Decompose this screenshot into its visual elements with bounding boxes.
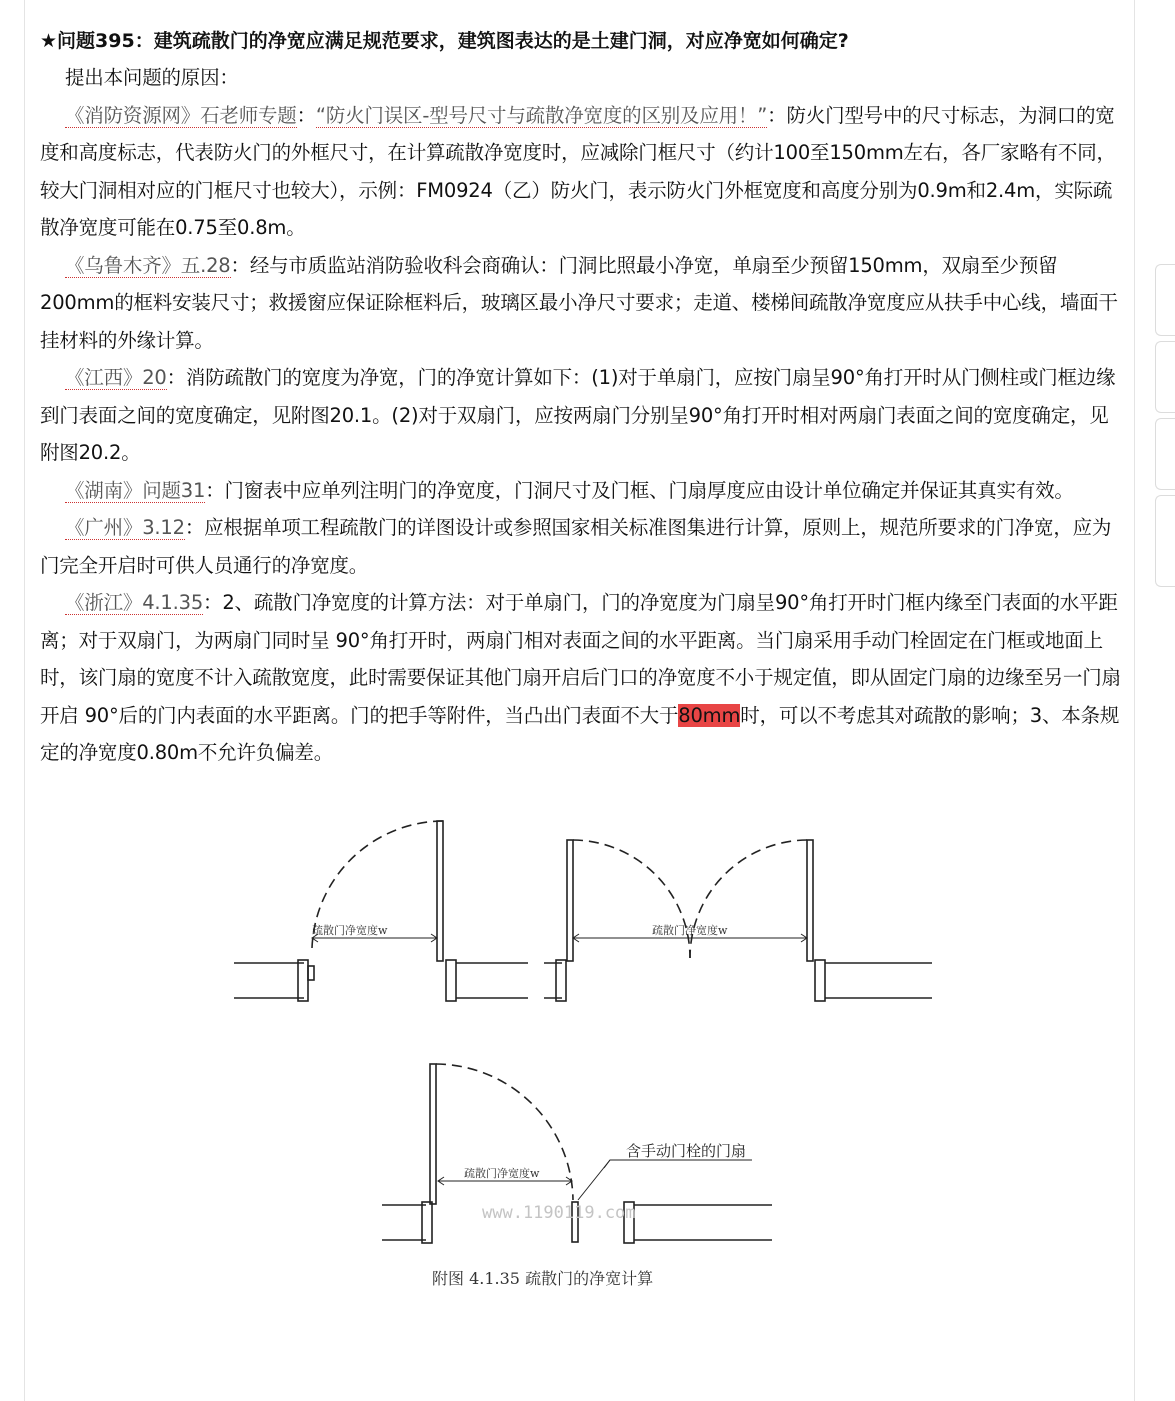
door-leaf (807, 840, 813, 961)
door-frame (815, 960, 825, 1001)
door-frame (446, 960, 456, 1001)
door-width-diagram-top (232, 818, 942, 1008)
paragraph-text: ：应根据单项工程疏散门的详图设计或参照国家相关标准图集进行计算，原则上，规范所要求的门净宽，应为门完全开启时可供人员通行的净宽度。 (40, 516, 1112, 577)
paragraph-text: ：2、疏散门净宽度的计算方法：对于单扇门，门的净宽度为门扇呈90°角打开时门框内缘至门表面的水平距离；对于双扇门，为两扇门同时呈 90°角打开时，两扇门相对表面之间的水平距离。当门扇采用手动门栓固定在门框或地面上时，该门扇的宽度不计入疏散宽度，此时需要保证其他门扇开启后门口的净宽度不小于规定值，即从固定门扇的边缘至另一门扇开启 90°后的门内表面的水平距离。门的把手等附件，当凸出门表面不大于 (40, 591, 1121, 727)
source-label-urumqi: 《乌鲁木齐》五.28 (65, 253, 231, 277)
paragraph-text: ：门窗表中应单列注明门的净宽度，门洞尺寸及门框、门扇厚度应由设计单位确定并保证其真实有效。 (205, 478, 1074, 502)
door-frame (422, 1202, 432, 1243)
dimension-label: 疏散门净宽度w (652, 924, 728, 937)
source-link-zhejiang[interactable]: 《浙江》4.1.35 (65, 591, 204, 614)
watermark: www.1190119.com (482, 1203, 636, 1223)
door-leaf (567, 840, 573, 961)
page-border-left (24, 0, 25, 1401)
source-link-hunan[interactable]: 《湖南》问题31 (65, 478, 206, 502)
side-tab[interactable] (1155, 264, 1175, 336)
topic-link[interactable]: “防火门误区-型号尺寸与疏散净宽度的区别及应用！” (315, 103, 768, 127)
door-swing-arc (573, 840, 690, 958)
paragraph-text: 时，可以不考虑其对疏散的影响；3、本条规定的净宽度0.80m不允许负偏差。 (40, 703, 1120, 764)
door-leaf (437, 821, 443, 961)
source-link-xfzyw[interactable]: 《消防资源网》石老师专题 (65, 103, 297, 127)
latch-leaf-label: 含手动门栓的门扇 (626, 1142, 747, 1160)
door-frame (298, 960, 308, 1001)
paragraph-guangzhou (40, 509, 1122, 584)
paragraph-text: ：防火门型号中的尺寸标志，为洞口的宽度和高度标志，代表防火门的外框尺寸，在计算疏散净宽度时，应减除门框尺寸（约计100至150mm左右，各厂家略有不同，较大门洞相对应的门框尺寸也较大），示例：FM0924（乙）防火门，表示防火门外框宽度和高度分别为0.9m和2.4m，实际疏散净宽度可能在0.75至0.8m。 (40, 103, 1116, 239)
article-body (40, 24, 1122, 772)
door-swing-arc (690, 840, 807, 958)
door-leaf (430, 1064, 436, 1204)
question-title: ★问题395：建筑疏散门的净宽应满足规范要求，建筑图表达的是土建门洞，对应净宽如何确定? (40, 30, 849, 52)
door-stop (308, 966, 314, 980)
highlighted-value: 80mm (678, 703, 741, 727)
paragraph-text: ：消防疏散门的宽度为净宽，门的净宽计算如下：(1)对于单扇门，应按门扇呈90°角打开时从门侧柱或门框边缘到门表面之间的宽度确定，见附图20.1。(2)对于双扇门，应按两扇门分别呈90°角打开时相对两扇门表面之间的宽度确定，见附图20.2。 (40, 366, 1116, 464)
side-tab[interactable] (1155, 418, 1175, 490)
paragraph-urumqi (40, 247, 1122, 360)
paragraph-xfzyw (40, 97, 1122, 247)
door-width-diagram-bottom (378, 1060, 778, 1295)
paragraph-hunan (40, 472, 1122, 510)
side-tab[interactable] (1155, 341, 1175, 413)
paragraph-zhejiang (40, 584, 1122, 772)
leader-line (604, 1160, 752, 1168)
source-separator: ： (296, 103, 316, 127)
source-link-jiangxi[interactable]: 《江西》20 (65, 366, 167, 389)
dimension-label: 疏散门净宽度w (312, 924, 388, 937)
source-link-guangzhou[interactable]: 《广州》3.12 (65, 516, 185, 539)
door-frame (556, 960, 566, 1001)
paragraph-jiangxi (40, 359, 1122, 472)
side-tab[interactable] (1155, 495, 1175, 587)
figure-caption: 附图 4.1.35 疏散门的净宽计算 (432, 1269, 654, 1288)
dimension-label: 疏散门净宽度w (464, 1167, 540, 1180)
paragraph-text: ：经与市质监站消防验收科会商确认：门洞比照最小净宽，单扇至少预留150mm，双扇至少预留200mm的框料安装尺寸；救援窗应保证除框料后，玻璃区最小净尺寸要求；走道、楼梯间疏散净宽度应从扶手中心线，墙面干挂材料的外缘计算。 (40, 253, 1118, 352)
reason-label: 提出本问题的原因： (65, 66, 239, 89)
page-border-right (1134, 0, 1135, 1401)
